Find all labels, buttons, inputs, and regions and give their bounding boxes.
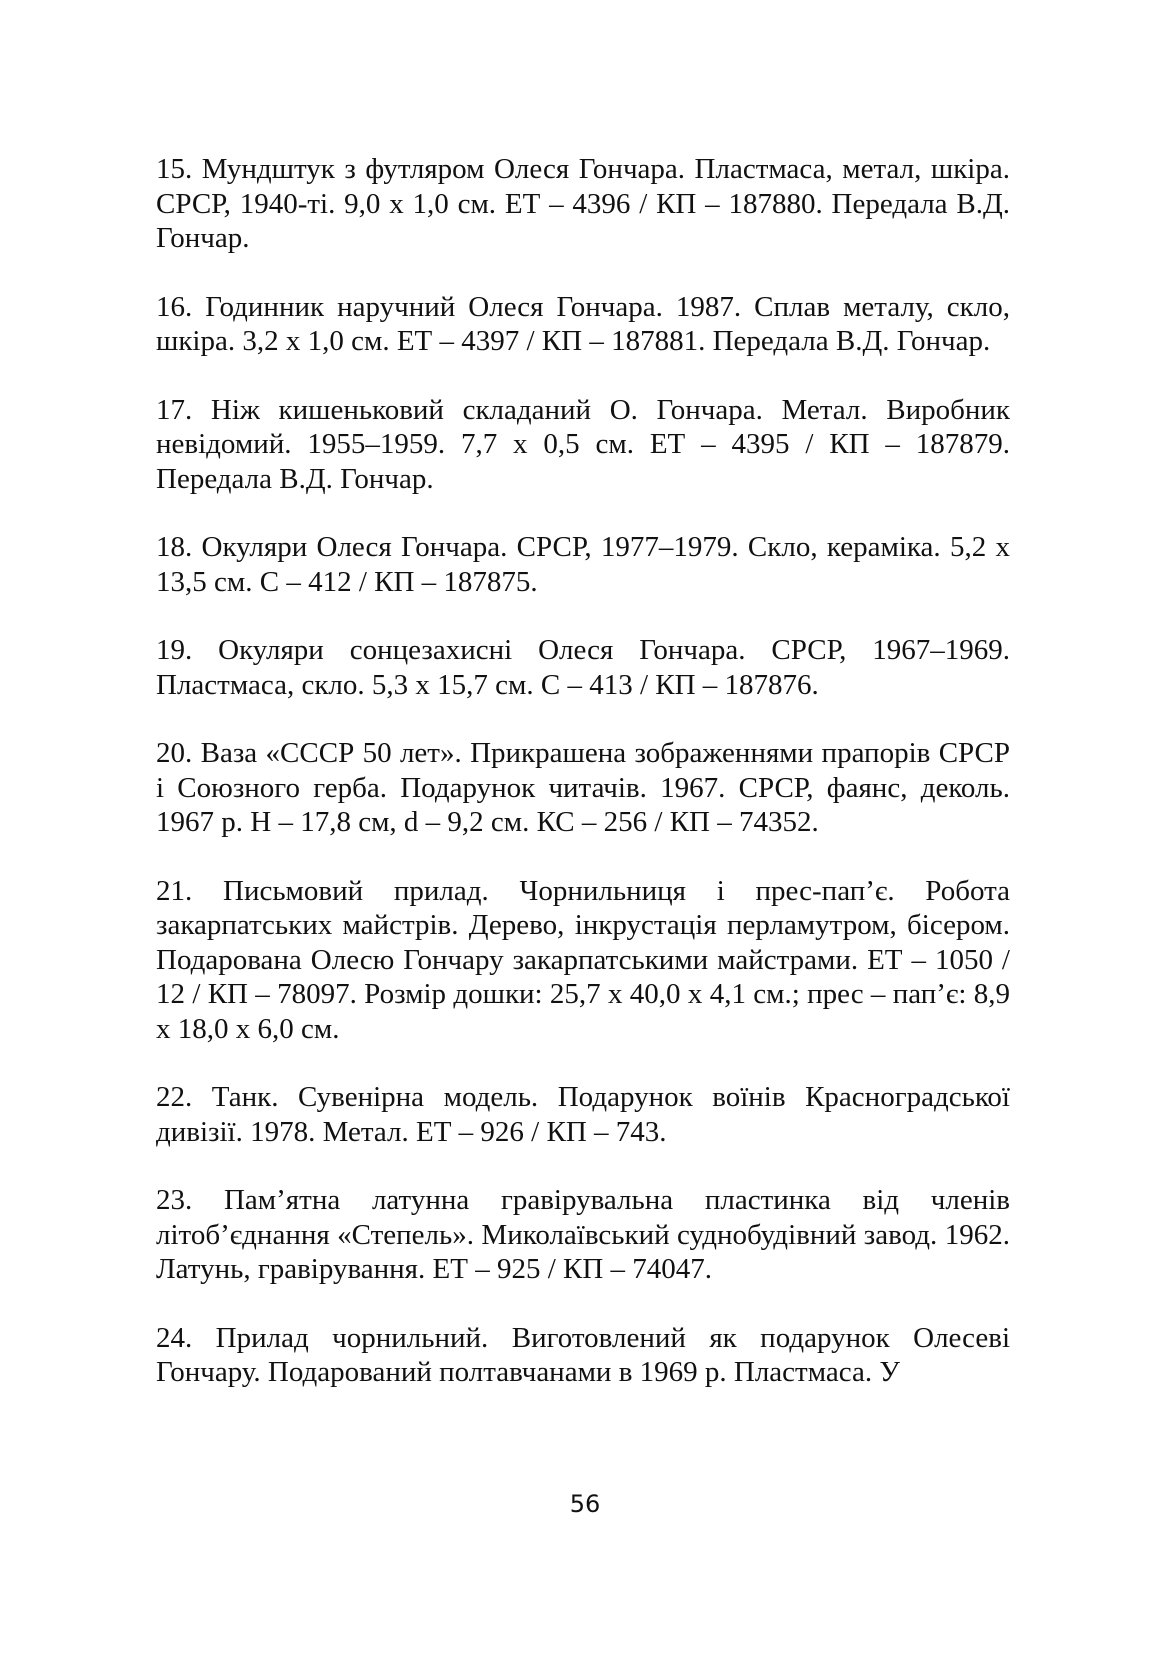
page-body — [156, 152, 1010, 1390]
catalog-entry-21: 21. Письмовий прилад. Чорнильниця і прес-пап’є. Робота закарпатських майстрів. Дерево, інкрустація перламутром, бісером. Подарована Олесю Гончару закарпатськими майстрами. ЕТ – 1050 / 12 / КП – 78097. Розмір дошки: 25,7 х 40,0 х 4,1 см.; прес – пап’є: 8,9 х 18,0 х 6,0 см. — [156, 874, 1010, 1045]
catalog-entry-24: 24. Прилад чорнильний. Виготовлений як подарунок Олесеві Гончару. Подарований полтавчанами в 1969 р. Пластмаса. У — [156, 1321, 1010, 1388]
catalog-entry-22: 22. Танк. Сувенірна модель. Подарунок воїнів Красноградської дивізії. 1978. Метал. ЕТ – 926 / КП – 743. — [156, 1081, 1010, 1148]
catalog-entry-20: 20. Ваза «СССР 50 лет». Прикрашена зображеннями прапорів СРСР і Союзного герба. Подарунок читачів. 1967. СРСР, фаянс, деколь. 1967 р. Н – 17,8 см, d – 9,2 см. КС – 256 / КП – 74352. — [156, 737, 1010, 838]
catalog-entry-16: 16. Годинник наручний Олеся Гончара. 1987. Сплав металу, скло, шкіра. 3,2 х 1,0 см. ЕТ – 4397 / КП – 187881. Передала В.Д. Гончар. — [156, 290, 1010, 357]
catalog-entry-17: 17. Ніж кишеньковий складаний О. Гончара. Метал. Виробник невідомий. 1955–1959. 7,7 х 0,5 см. ЕТ – 4395 / КП – 187879. Передала В.Д. Гончар. — [156, 393, 1010, 495]
catalog-entry-23: 23. Пам’ятна латунна гравірувальна пластинка від членів літоб’єднання «Степель». Миколаївський суднобудівний завод. 1962. Латунь, гравірування. ЕТ – 925 / КП – 74047. — [156, 1184, 1010, 1285]
catalog-entry-18: 18. Окуляри Олеся Гончара. СРСР, 1977–1979. Скло, кераміка. 5,2 х 13,5 см. С – 412 / КП – 187875. — [156, 531, 1010, 598]
catalog-entry-19: 19. Окуляри сонцезахисні Олеся Гончара. СРСР, 1967–1969. Пластмаса, скло. 5,3 х 15,7 см. С – 413 / КП – 187876. — [156, 634, 1010, 701]
page-number: 56 — [569, 1490, 601, 1518]
catalog-entry-15: 15. Мундштук з футляром Олеся Гончара. Пластмаса, метал, шкіра. СРСР, 1940-ті. 9,0 х 1,0 см. ЕТ – 4396 / КП – 187880. Передала В.Д. Гончар. — [156, 153, 1010, 254]
